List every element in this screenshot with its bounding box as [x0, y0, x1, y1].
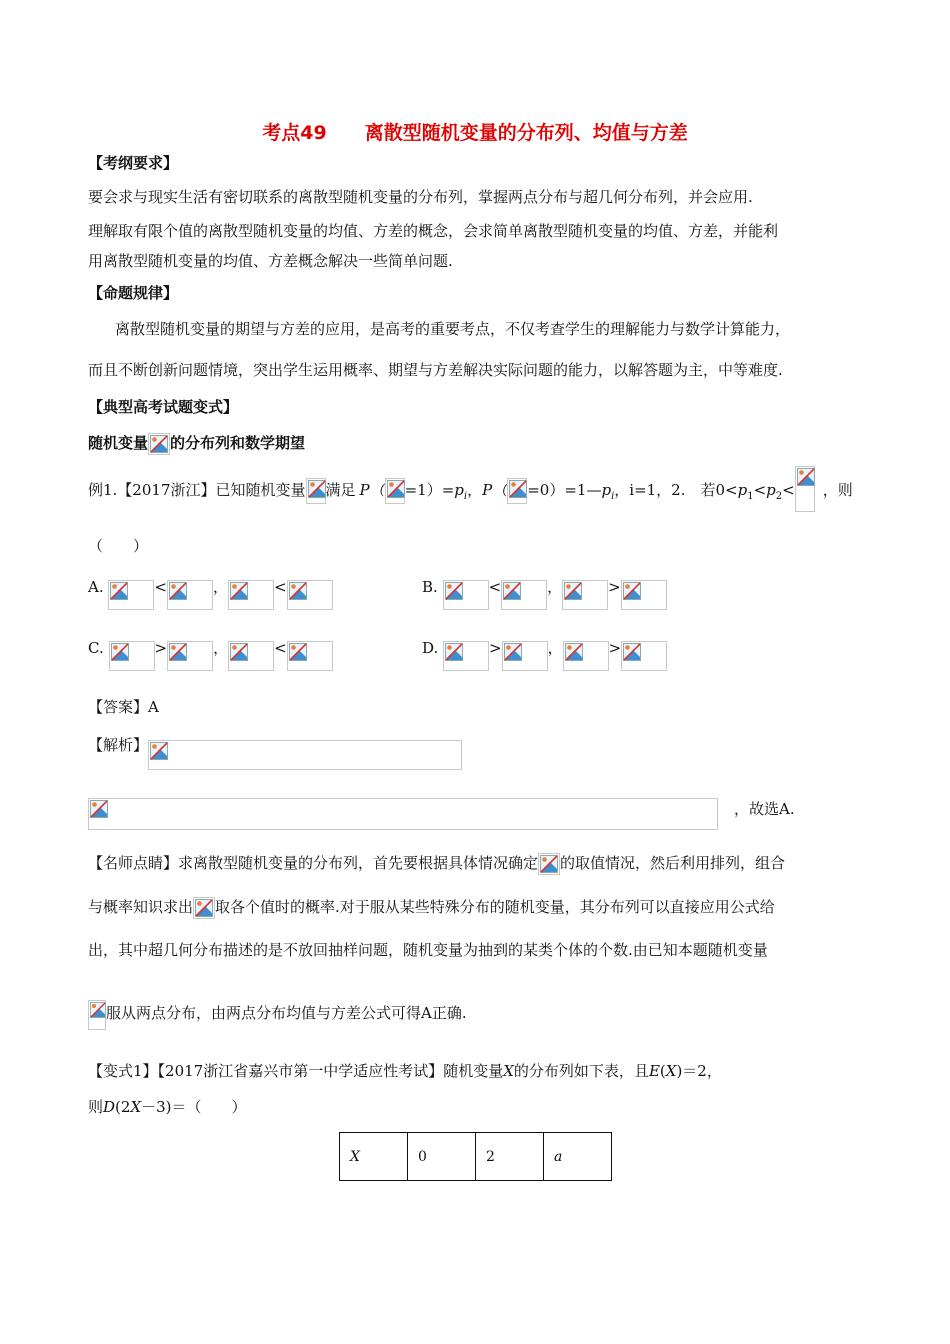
- broken-image-icon: [445, 643, 463, 661]
- var-X-2: X: [665, 1062, 677, 1080]
- table-cell: 0: [408, 1133, 476, 1181]
- p1-var: p: [737, 481, 748, 499]
- formula-image: [193, 897, 215, 919]
- bianshi-1-line-2: [88, 1096, 247, 1118]
- mingshi-line-4: [88, 1002, 467, 1030]
- broken-image-icon: [90, 1002, 106, 1018]
- broken-image-icon: [308, 480, 326, 498]
- prob-P2: P（: [482, 481, 508, 499]
- broken-image-icon: [797, 468, 815, 486]
- broken-image-icon: [509, 480, 527, 498]
- broken-image-icon: [387, 480, 405, 498]
- comma: ，: [213, 639, 229, 657]
- p2-var: p: [766, 481, 776, 499]
- option-D-label: D.: [422, 639, 439, 657]
- option-A-label: A.: [88, 578, 104, 596]
- subsection-title: [88, 432, 305, 455]
- distribution-table: [339, 1132, 612, 1181]
- lt-sign: <: [154, 578, 167, 596]
- bianshi-text-1a: 【变式1】【2017浙江省嘉兴市第一中学适应性考试】随机变量: [88, 1062, 504, 1080]
- var-E: E: [648, 1062, 660, 1080]
- eq-text: =1）=: [404, 481, 455, 499]
- comma: ，: [547, 639, 563, 657]
- formula-image: [501, 580, 547, 610]
- formula-image: [148, 433, 170, 455]
- bianshi-text-1b: 的分布列如下表，且: [513, 1062, 649, 1080]
- broken-image-icon: [150, 435, 168, 453]
- prob-P: P（: [359, 481, 385, 499]
- comma: ，: [467, 481, 483, 499]
- formula-image: [621, 641, 667, 671]
- sub-1: 1: [747, 491, 754, 502]
- broken-image-icon: [623, 582, 641, 600]
- table-cell: X: [340, 1133, 408, 1181]
- gt-sign: >: [489, 639, 502, 657]
- broken-image-icon: [195, 899, 213, 917]
- var-D: D: [103, 1098, 116, 1116]
- page-title: 考点49 离散型随机变量的分布列、均值与方差: [262, 122, 688, 144]
- broken-image-icon: [169, 582, 187, 600]
- mingshi-line-1: [88, 852, 785, 875]
- lt-sign: <: [274, 639, 287, 657]
- formula-image: [88, 798, 718, 830]
- mingshi-text-4: 服从两点分布，由两点分布均值与方差公式可得A正确.: [106, 1004, 467, 1022]
- bianshi-text-1d: )＝2，: [676, 1062, 722, 1080]
- formula-image: [108, 580, 154, 610]
- comma: ，: [547, 578, 563, 596]
- broken-image-icon: [623, 643, 641, 661]
- section-heading-dianxing: 【典型高考试题变式】: [88, 398, 239, 416]
- sub-2: 2: [775, 491, 783, 502]
- section-heading-mingti: 【命题规律】: [88, 284, 179, 302]
- kaogang-line-2: 理解取有限个值的离散型随机变量的均值、方差的概念，会求简单离散型随机变量的均值、方差，并能利: [88, 222, 779, 240]
- eq-text-2: =0）=1—: [527, 481, 602, 499]
- option-B: [422, 576, 667, 610]
- broken-image-icon: [150, 742, 168, 760]
- formula-image: [228, 641, 274, 671]
- broken-image-icon: [445, 582, 463, 600]
- bianshi-text-2c: －3)＝（ ）: [141, 1098, 247, 1116]
- mingshi-text-2b: 取各个值时的概率.对于服从某些特殊分布的随机变量，其分布列可以直接应用公式给: [215, 898, 775, 916]
- kaogang-line-1: 要会求与现实生活有密切联系的离散型随机变量的分布列，掌握两点分布与超几何分布列，并会应用.: [88, 188, 753, 206]
- broken-image-icon: [289, 582, 307, 600]
- formula-image: [148, 740, 462, 770]
- subsection-text-a: 随机变量: [88, 434, 149, 452]
- formula-image: [109, 641, 155, 671]
- formula-image: [287, 641, 333, 671]
- broken-image-icon: [565, 643, 583, 661]
- mingshi-text-2a: 与概率知识求出: [88, 898, 194, 916]
- formula-image: [621, 580, 667, 610]
- formula-image: [502, 641, 548, 671]
- formula-image: [795, 466, 815, 512]
- formula-image: [385, 478, 405, 504]
- lt-sign: <: [753, 481, 767, 499]
- broken-image-icon: [230, 643, 248, 661]
- broken-image-icon: [90, 800, 108, 818]
- option-C: [88, 637, 333, 671]
- bianshi-text-2a: 则: [88, 1098, 104, 1116]
- option-A: [88, 576, 333, 610]
- mingshi-text-1a: 【名师点睛】求离散型随机变量的分布列，首先要根据具体情况确定: [88, 854, 539, 872]
- formula-image: [228, 580, 274, 610]
- comma: ，: [212, 578, 228, 596]
- bianshi-text-2b: (2: [115, 1098, 131, 1116]
- analysis-line: [88, 734, 462, 770]
- example-1-text: 满足: [325, 481, 356, 499]
- bianshi-1-line-1: [88, 1060, 722, 1082]
- var-X: X: [503, 1062, 514, 1080]
- mingti-line-1: 离散型随机变量的期望与方差的应用，是高考的重要考点，不仅考查学生的理解能力与数学计算能力，: [115, 320, 791, 338]
- formula-image: [306, 478, 326, 504]
- table-cell: 2: [476, 1133, 544, 1181]
- lt-sign-2: <: [782, 481, 795, 499]
- var-X-3: X: [130, 1098, 142, 1116]
- broken-image-icon: [111, 643, 129, 661]
- p-var: p: [454, 481, 464, 499]
- broken-image-icon: [230, 582, 248, 600]
- mingshi-line-3: 出，其中超几何分布描述的是不放回抽样问题，随机变量为抽到的某类个体的个数.由已知本题随机变量: [88, 941, 768, 959]
- paren-open: (: [659, 1062, 666, 1080]
- table-cell: a: [544, 1133, 612, 1181]
- broken-image-icon: [540, 855, 558, 873]
- analysis-label: 【解析】: [88, 736, 149, 754]
- option-D: [422, 637, 667, 671]
- option-B-label: B.: [422, 578, 438, 596]
- formula-image: [443, 641, 489, 671]
- gt-sign: >: [608, 578, 621, 596]
- answer-line: 【答案】A: [88, 698, 159, 716]
- formula-image: [167, 580, 213, 610]
- section-heading-kaogang: 【考纲要求】: [88, 154, 179, 172]
- subsection-text-b: 的分布列和数学期望: [170, 434, 306, 452]
- broken-image-icon: [110, 582, 128, 600]
- mingti-line-2: 而且不断创新问题情境，突出学生运用概率、期望与方差解决实际问题的能力，以解答题为主，中等难度.: [88, 361, 783, 379]
- sub-i: i: [463, 491, 468, 502]
- example-1-line: [88, 478, 853, 512]
- broken-image-icon: [504, 643, 522, 661]
- gt-sign: >: [608, 639, 622, 657]
- formula-image: [562, 580, 608, 610]
- formula-image: [538, 853, 560, 875]
- lt-sign: <: [273, 578, 287, 596]
- formula-image: [88, 1000, 106, 1030]
- mingshi-text-1b: 的取值情况，然后利用排列，组合: [560, 854, 786, 872]
- table-row: [340, 1133, 612, 1181]
- broken-image-icon: [169, 643, 187, 661]
- mingshi-line-2: [88, 896, 775, 919]
- example-1-tail: ，则: [822, 481, 853, 499]
- condition-text: ，i=1，2. 若0<: [614, 481, 738, 499]
- p-var-2: p: [601, 481, 612, 499]
- lt-sign: <: [488, 578, 502, 596]
- broken-image-icon: [564, 582, 582, 600]
- formula-image: [443, 580, 489, 610]
- example-1-prefix: 例1.【2017浙江】已知随机变量: [88, 481, 306, 499]
- broken-image-icon: [503, 582, 521, 600]
- analysis-line-2: [88, 798, 795, 830]
- gt-sign: >: [154, 639, 168, 657]
- sub-i-2: i: [611, 491, 615, 502]
- example-1-paren: （ ）: [88, 537, 149, 555]
- kaogang-line-3: 用离散型随机变量的均值、方差概念解决一些简单问题.: [88, 252, 453, 270]
- broken-image-icon: [289, 643, 307, 661]
- formula-image: [167, 641, 213, 671]
- analysis-tail: ，故选A.: [734, 800, 795, 818]
- option-C-label: C.: [88, 639, 104, 657]
- formula-image: [563, 641, 609, 671]
- formula-image: [287, 580, 333, 610]
- formula-image: [507, 478, 527, 504]
